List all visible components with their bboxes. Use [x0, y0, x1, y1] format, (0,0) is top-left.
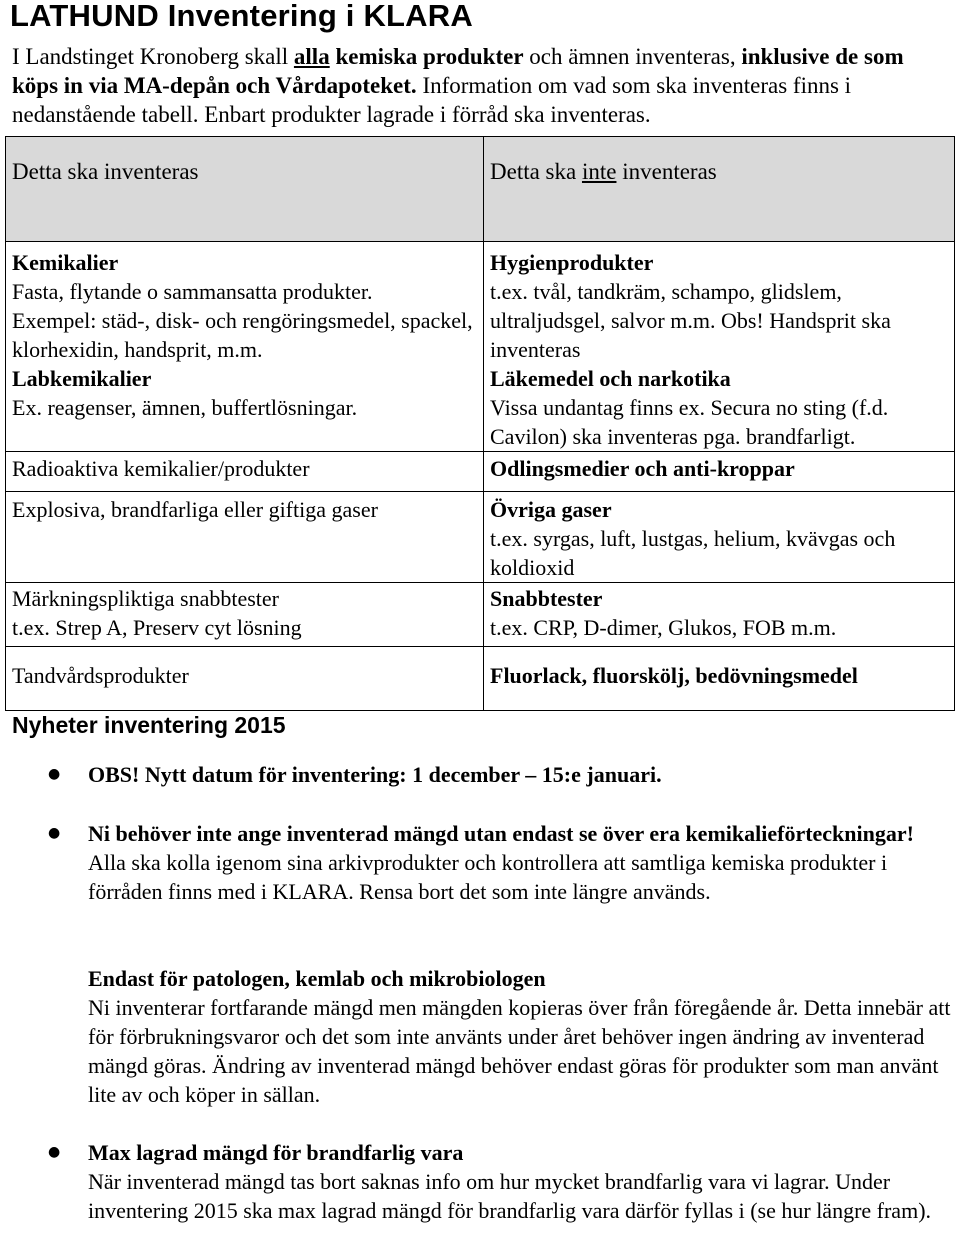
cell-line: Odlingsmedier och anti-kroppar: [490, 456, 795, 481]
intro-text-1: I Landstinget Kronoberg skall: [12, 44, 294, 69]
cell-line: Fluorlack, fluorskölj, bedövningsmedel: [490, 663, 858, 688]
news-bullet-3: [48, 1138, 953, 1225]
document-title: LATHUND Inventering i KLARA: [10, 0, 473, 33]
header-not-label-b: inventeras: [616, 159, 717, 184]
table-cell: [6, 583, 484, 647]
bullet-2-bold: Ni behöver inte ange inventerad mängd utan endast se över era kemikalieförteckningar!: [88, 821, 914, 846]
bullet-2-text: Alla ska kolla igenom sina arkivprodukter och kontrollera att samtliga kemiska produkter i förråden finns med i KLARA. Rensa bort det som inte längre används.: [88, 850, 888, 904]
intro-text-2: och ämnen inventeras,: [523, 44, 742, 69]
cell-line: Ex. reagenser, ämnen, buffertlösningar.: [12, 395, 358, 420]
lab-section: [88, 964, 953, 1109]
cell-line: t.ex. tvål, tandkräm, schampo, glidslem, ultraljudsgel, salvor m.m. Obs! Handsprit ska inventeras: [490, 279, 891, 362]
cell-line: Kemikalier: [12, 250, 119, 275]
news-bullet-1: [48, 760, 953, 789]
table-cell: [6, 647, 484, 711]
lab-section-heading: Endast för patologen, kemlab och mikrobiologen: [88, 966, 546, 991]
table-cell: [484, 452, 955, 492]
bullet-icon: ●: [48, 766, 61, 782]
cell-line: Labkemikalier: [12, 366, 152, 391]
bullet-1-text: OBS! Nytt datum för inventering: 1 december – 15:e januari.: [88, 762, 662, 787]
intro-text-3: Information om vad som ska inventeras finns i nedanstående tabell. Enbart produkter lagrade i förråd ska inventeras.: [12, 73, 852, 127]
table-cell: [6, 492, 484, 583]
header-not-label-a: Detta ska: [490, 159, 582, 184]
cell-line: Exempel: städ-, disk- och rengöringsmedel, spackel, klorhexidin, handsprit, m.m.: [12, 308, 473, 362]
table-row: [6, 492, 955, 583]
bullet-3-heading: Max lagrad mängd för brandfarlig vara: [88, 1140, 464, 1165]
bullet-icon: ●: [48, 1144, 61, 1160]
table-cell: [484, 647, 955, 711]
intro-emphasis-alla: alla: [293, 44, 330, 69]
cell-line: Tandvårdsprodukter: [12, 663, 189, 688]
table-header-row: [6, 137, 955, 242]
cell-line: Vissa undantag finns ex. Secura no sting (f.d. Cavilon) ska inventeras pga. brandfarligt.: [490, 395, 889, 449]
header-inventory-label: Detta ska inventeras: [12, 159, 199, 184]
table-cell: [484, 242, 955, 452]
intro-emphasis-products: kemiska produkter: [335, 44, 524, 69]
news-heading: Nyheter inventering 2015: [12, 712, 286, 738]
bullet-3-text: När inventerad mängd tas bort saknas info om hur mycket brandfarlig vara vi lagrar. Under inventering 2015 ska max lagrad mängd för brandfarlig vara därför fyllas i (se hur längre fram).: [88, 1169, 932, 1223]
inventory-table: [5, 136, 955, 711]
cell-line: Hygienprodukter: [490, 250, 654, 275]
cell-line: t.ex. Strep A, Preserv cyt lösning: [12, 615, 302, 640]
bullet-icon: ●: [48, 825, 61, 841]
cell-line: Explosiva, brandfarliga eller giftiga gaser: [12, 497, 378, 522]
cell-line: Läkemedel och narkotika: [490, 366, 731, 391]
header-not-inventory: [484, 137, 955, 242]
cell-line: t.ex. syrgas, luft, lustgas, helium, kvävgas och koldioxid: [490, 526, 896, 580]
header-inventory: [6, 137, 484, 242]
cell-line: Radioaktiva kemikalier/produkter: [12, 456, 310, 481]
cell-line: Övriga gaser: [490, 497, 612, 522]
intro-paragraph: [12, 42, 952, 129]
intro-emphasis-inclusive: inklusive de som köps in via MA-depån och Vårdapoteket.: [12, 44, 904, 98]
cell-line: Snabbtester: [490, 586, 603, 611]
table-cell: [484, 492, 955, 583]
table-row: [6, 583, 955, 647]
table-cell: [6, 242, 484, 452]
table-row: [6, 452, 955, 492]
table-cell: [6, 452, 484, 492]
news-bullet-2: [48, 819, 953, 906]
table-row: [6, 647, 955, 711]
table-cell: [484, 583, 955, 647]
cell-line: t.ex. CRP, D-dimer, Glukos, FOB m.m.: [490, 615, 837, 640]
lab-section-text: Ni inventerar fortfarande mängd men mängden kopieras över från föregående år. Detta innebär att för förbrukningsvaror och det som inte använts under året behöver ingen ändring av inventerad mängd göras. Ändring av inventerad mängd behöver endast göras för produkter som man använt lite av och köper in sällan.: [88, 995, 951, 1107]
cell-line: Fasta, flytande o sammansatta produkter.: [12, 279, 373, 304]
header-not-label-underline: inte: [581, 159, 617, 184]
table-row: [6, 242, 955, 452]
cell-line: Märkningspliktiga snabbtester: [12, 586, 280, 611]
